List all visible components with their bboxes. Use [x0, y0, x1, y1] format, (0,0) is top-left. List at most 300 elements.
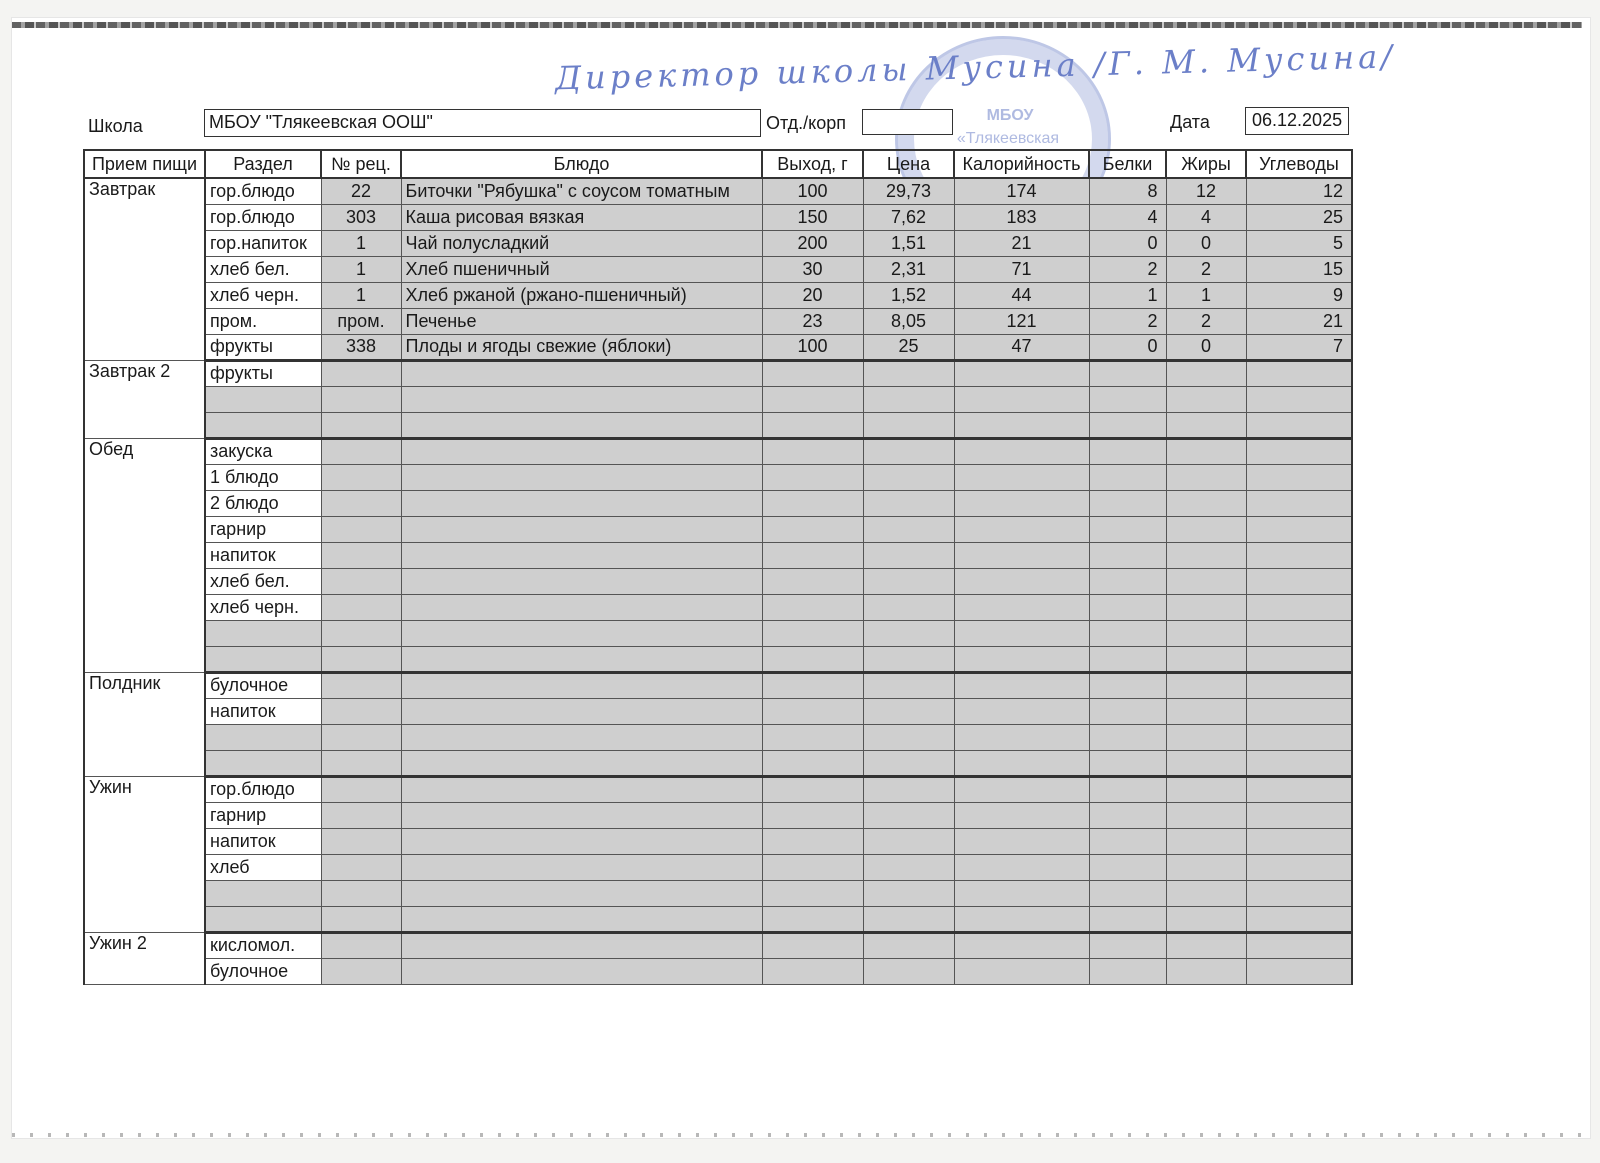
- col-header-recipe: № рец.: [321, 150, 401, 178]
- fat-cell: [1166, 438, 1246, 464]
- price-cell: 25: [863, 334, 954, 360]
- dish-cell: [401, 698, 762, 724]
- stamp-subtitle: «Тлякеевская: [956, 130, 1060, 147]
- col-header-weight: Выход, г: [762, 150, 863, 178]
- protein-cell: [1089, 698, 1166, 724]
- weight-cell: [762, 828, 863, 854]
- table-row: [84, 438, 1352, 464]
- section-cell: хлеб: [205, 854, 321, 880]
- kcal-cell: 71: [954, 256, 1089, 282]
- section-cell: [205, 724, 321, 750]
- table-row: [84, 204, 1352, 230]
- table-row: [84, 568, 1352, 594]
- table-row: [84, 672, 1352, 698]
- weight-cell: [762, 854, 863, 880]
- kcal-cell: [954, 386, 1089, 412]
- price-cell: [863, 542, 954, 568]
- table-row: [84, 750, 1352, 776]
- meal-cell: Завтрак: [84, 178, 205, 360]
- weight-cell: [762, 490, 863, 516]
- section-cell: хлеб черн.: [205, 282, 321, 308]
- carbs-cell: [1246, 594, 1352, 620]
- fat-cell: [1166, 724, 1246, 750]
- school-field[interactable]: МБОУ "Тлякеевская ООШ": [204, 109, 761, 137]
- weight-cell: [762, 594, 863, 620]
- table-row: [84, 828, 1352, 854]
- meal-cell: Ужин 2: [84, 932, 205, 984]
- recipe-cell: [321, 412, 401, 438]
- section-cell: [205, 880, 321, 906]
- price-cell: 8,05: [863, 308, 954, 334]
- recipe-cell: [321, 932, 401, 958]
- col-header-dish: Блюдо: [401, 150, 762, 178]
- section-cell: закуска: [205, 438, 321, 464]
- dish-cell: [401, 386, 762, 412]
- weight-cell: 200: [762, 230, 863, 256]
- recipe-cell: [321, 568, 401, 594]
- protein-cell: [1089, 438, 1166, 464]
- weight-cell: [762, 438, 863, 464]
- section-cell: фрукты: [205, 360, 321, 386]
- section-cell: гор.блюдо: [205, 776, 321, 802]
- recipe-cell: [321, 750, 401, 776]
- carbs-cell: 21: [1246, 308, 1352, 334]
- recipe-cell: [321, 360, 401, 386]
- col-header-kcal: Калорийность: [954, 150, 1089, 178]
- recipe-cell: [321, 594, 401, 620]
- protein-cell: 0: [1089, 334, 1166, 360]
- price-cell: [863, 698, 954, 724]
- recipe-cell: [321, 646, 401, 672]
- carbs-cell: [1246, 802, 1352, 828]
- section-cell: [205, 386, 321, 412]
- price-cell: [863, 880, 954, 906]
- protein-cell: [1089, 360, 1166, 386]
- weight-cell: 150: [762, 204, 863, 230]
- section-cell: [205, 620, 321, 646]
- recipe-cell: [321, 776, 401, 802]
- kcal-cell: 183: [954, 204, 1089, 230]
- stamp-title: МБОУ: [986, 107, 1034, 124]
- weight-cell: 23: [762, 308, 863, 334]
- carbs-cell: 25: [1246, 204, 1352, 230]
- table-row: [84, 308, 1352, 334]
- recipe-cell: [321, 386, 401, 412]
- recipe-cell: [321, 958, 401, 984]
- kcal-cell: 174: [954, 178, 1089, 204]
- dish-cell: [401, 802, 762, 828]
- recipe-cell: [321, 620, 401, 646]
- section-cell: хлеб черн.: [205, 594, 321, 620]
- fat-cell: [1166, 932, 1246, 958]
- price-cell: [863, 724, 954, 750]
- weight-cell: [762, 672, 863, 698]
- recipe-cell: [321, 854, 401, 880]
- table-row: [84, 178, 1352, 204]
- fat-cell: [1166, 880, 1246, 906]
- protein-cell: [1089, 412, 1166, 438]
- carbs-cell: [1246, 932, 1352, 958]
- table-row: [84, 646, 1352, 672]
- fat-cell: [1166, 802, 1246, 828]
- col-header-meal: Прием пищи: [84, 150, 205, 178]
- carbs-cell: [1246, 698, 1352, 724]
- protein-cell: [1089, 542, 1166, 568]
- protein-cell: 8: [1089, 178, 1166, 204]
- recipe-cell: 22: [321, 178, 401, 204]
- section-cell: гарнир: [205, 802, 321, 828]
- fat-cell: [1166, 854, 1246, 880]
- fat-cell: [1166, 516, 1246, 542]
- carbs-cell: [1246, 360, 1352, 386]
- fat-cell: [1166, 594, 1246, 620]
- protein-cell: [1089, 594, 1166, 620]
- table-row: [84, 880, 1352, 906]
- date-label: Дата: [1170, 112, 1210, 132]
- dish-cell: [401, 724, 762, 750]
- section-cell: хлеб бел.: [205, 256, 321, 282]
- table-row: [84, 932, 1352, 958]
- dish-cell: [401, 854, 762, 880]
- weight-cell: [762, 464, 863, 490]
- dish-cell: [401, 438, 762, 464]
- kcal-cell: [954, 568, 1089, 594]
- meal-cell: Полдник: [84, 672, 205, 776]
- kcal-cell: [954, 750, 1089, 776]
- price-cell: 2,31: [863, 256, 954, 282]
- price-cell: [863, 464, 954, 490]
- recipe-cell: 338: [321, 334, 401, 360]
- kcal-cell: [954, 724, 1089, 750]
- carbs-cell: 7: [1246, 334, 1352, 360]
- kcal-cell: [954, 802, 1089, 828]
- price-cell: 7,62: [863, 204, 954, 230]
- protein-cell: [1089, 620, 1166, 646]
- fat-cell: 2: [1166, 256, 1246, 282]
- section-cell: [205, 646, 321, 672]
- carbs-cell: [1246, 724, 1352, 750]
- fat-cell: [1166, 464, 1246, 490]
- kcal-cell: 47: [954, 334, 1089, 360]
- price-cell: [863, 932, 954, 958]
- weight-cell: [762, 776, 863, 802]
- recipe-cell: [321, 672, 401, 698]
- section-cell: напиток: [205, 542, 321, 568]
- protein-cell: [1089, 750, 1166, 776]
- section-cell: 2 блюдо: [205, 490, 321, 516]
- recipe-cell: [321, 880, 401, 906]
- carbs-cell: [1246, 412, 1352, 438]
- kcal-cell: [954, 776, 1089, 802]
- price-cell: [863, 412, 954, 438]
- weight-cell: [762, 516, 863, 542]
- price-cell: [863, 594, 954, 620]
- carbs-cell: [1246, 906, 1352, 932]
- price-cell: [863, 620, 954, 646]
- fat-cell: [1166, 906, 1246, 932]
- section-cell: гарнир: [205, 516, 321, 542]
- meal-cell: Завтрак 2: [84, 360, 205, 438]
- carbs-cell: [1246, 958, 1352, 984]
- dish-cell: [401, 672, 762, 698]
- dish-cell: [401, 958, 762, 984]
- carbs-cell: 12: [1246, 178, 1352, 204]
- fat-cell: [1166, 412, 1246, 438]
- protein-cell: [1089, 880, 1166, 906]
- fat-cell: 12: [1166, 178, 1246, 204]
- fat-cell: 0: [1166, 334, 1246, 360]
- protein-cell: 1: [1089, 282, 1166, 308]
- section-cell: гор.блюдо: [205, 178, 321, 204]
- protein-cell: [1089, 464, 1166, 490]
- dish-cell: [401, 568, 762, 594]
- kcal-cell: [954, 464, 1089, 490]
- recipe-cell: [321, 438, 401, 464]
- recipe-cell: [321, 698, 401, 724]
- price-cell: [863, 386, 954, 412]
- table-row: [84, 516, 1352, 542]
- fat-cell: [1166, 698, 1246, 724]
- carbs-cell: [1246, 776, 1352, 802]
- section-cell: пром.: [205, 308, 321, 334]
- dish-cell: Биточки "Рябушка" с соусом томатным: [401, 178, 762, 204]
- weight-cell: 100: [762, 334, 863, 360]
- dish-cell: Каша рисовая вязкая: [401, 204, 762, 230]
- carbs-cell: 5: [1246, 230, 1352, 256]
- kcal-cell: 121: [954, 308, 1089, 334]
- fat-cell: [1166, 360, 1246, 386]
- dish-cell: [401, 646, 762, 672]
- kcal-cell: [954, 646, 1089, 672]
- protein-cell: [1089, 776, 1166, 802]
- section-cell: кисломол.: [205, 932, 321, 958]
- table-row: [84, 542, 1352, 568]
- weight-cell: [762, 646, 863, 672]
- protein-cell: [1089, 932, 1166, 958]
- col-header-price: Цена: [863, 150, 954, 178]
- protein-cell: [1089, 958, 1166, 984]
- director-signature: Директор школы Мусина /Г. М. Мусина/: [554, 37, 1397, 98]
- table-row: [84, 620, 1352, 646]
- table-row: [84, 906, 1352, 932]
- recipe-cell: 303: [321, 204, 401, 230]
- kcal-cell: [954, 412, 1089, 438]
- section-cell: гор.напиток: [205, 230, 321, 256]
- dish-cell: [401, 464, 762, 490]
- table-row: [84, 360, 1352, 386]
- protein-cell: 2: [1089, 256, 1166, 282]
- dish-cell: [401, 750, 762, 776]
- weight-cell: [762, 412, 863, 438]
- fat-cell: [1166, 620, 1246, 646]
- scan-bottom-edge: [12, 1133, 1582, 1137]
- col-header-protein: Белки: [1089, 150, 1166, 178]
- table-row: [84, 724, 1352, 750]
- section-cell: [205, 906, 321, 932]
- kcal-cell: [954, 932, 1089, 958]
- protein-cell: [1089, 854, 1166, 880]
- table-row: [84, 256, 1352, 282]
- fat-cell: [1166, 776, 1246, 802]
- branch-field[interactable]: [862, 109, 953, 135]
- carbs-cell: [1246, 542, 1352, 568]
- carbs-cell: [1246, 438, 1352, 464]
- table-row: [84, 594, 1352, 620]
- recipe-cell: [321, 828, 401, 854]
- section-cell: [205, 750, 321, 776]
- col-header-section: Раздел: [205, 150, 321, 178]
- fat-cell: [1166, 386, 1246, 412]
- recipe-cell: пром.: [321, 308, 401, 334]
- dish-cell: [401, 932, 762, 958]
- price-cell: [863, 568, 954, 594]
- carbs-cell: [1246, 620, 1352, 646]
- carbs-cell: [1246, 386, 1352, 412]
- protein-cell: [1089, 672, 1166, 698]
- carbs-cell: 9: [1246, 282, 1352, 308]
- table-row: [84, 334, 1352, 360]
- weight-cell: [762, 386, 863, 412]
- fat-cell: 4: [1166, 204, 1246, 230]
- meal-cell: Обед: [84, 438, 205, 672]
- weight-cell: [762, 568, 863, 594]
- price-cell: 29,73: [863, 178, 954, 204]
- protein-cell: [1089, 906, 1166, 932]
- weight-cell: [762, 802, 863, 828]
- recipe-cell: [321, 906, 401, 932]
- section-cell: фрукты: [205, 334, 321, 360]
- protein-cell: 4: [1089, 204, 1166, 230]
- price-cell: [863, 906, 954, 932]
- price-cell: 1,52: [863, 282, 954, 308]
- dish-cell: [401, 594, 762, 620]
- date-field[interactable]: 06.12.2025: [1245, 107, 1349, 135]
- recipe-cell: [321, 542, 401, 568]
- dish-cell: [401, 360, 762, 386]
- table-row: [84, 230, 1352, 256]
- recipe-cell: [321, 802, 401, 828]
- carbs-cell: [1246, 516, 1352, 542]
- kcal-cell: [954, 854, 1089, 880]
- section-cell: булочное: [205, 958, 321, 984]
- price-cell: [863, 516, 954, 542]
- price-cell: [863, 776, 954, 802]
- meal-cell: Ужин: [84, 776, 205, 932]
- protein-cell: [1089, 386, 1166, 412]
- kcal-cell: [954, 880, 1089, 906]
- protein-cell: 0: [1089, 230, 1166, 256]
- dish-cell: [401, 542, 762, 568]
- kcal-cell: [954, 828, 1089, 854]
- kcal-cell: [954, 958, 1089, 984]
- fat-cell: [1166, 646, 1246, 672]
- weight-cell: [762, 360, 863, 386]
- weight-cell: [762, 880, 863, 906]
- weight-cell: [762, 932, 863, 958]
- table-row: [84, 698, 1352, 724]
- table-row: [84, 490, 1352, 516]
- protein-cell: [1089, 490, 1166, 516]
- kcal-cell: 44: [954, 282, 1089, 308]
- school-label: Школа: [88, 116, 143, 136]
- weight-cell: 30: [762, 256, 863, 282]
- dish-cell: Хлеб пшеничный: [401, 256, 762, 282]
- kcal-cell: [954, 438, 1089, 464]
- price-cell: [863, 360, 954, 386]
- price-cell: [863, 646, 954, 672]
- price-cell: [863, 438, 954, 464]
- table-header-row: [84, 150, 1352, 178]
- branch-label: Отд./корп: [766, 113, 846, 133]
- kcal-cell: [954, 360, 1089, 386]
- kcal-cell: [954, 542, 1089, 568]
- weight-cell: [762, 724, 863, 750]
- recipe-cell: 1: [321, 282, 401, 308]
- fat-cell: [1166, 568, 1246, 594]
- kcal-cell: [954, 698, 1089, 724]
- price-cell: [863, 828, 954, 854]
- carbs-cell: [1246, 646, 1352, 672]
- kcal-cell: [954, 594, 1089, 620]
- price-cell: [863, 750, 954, 776]
- fat-cell: [1166, 828, 1246, 854]
- carbs-cell: [1246, 490, 1352, 516]
- section-cell: [205, 412, 321, 438]
- protein-cell: [1089, 646, 1166, 672]
- table-row: [84, 282, 1352, 308]
- table-row: [84, 958, 1352, 984]
- table-row: [84, 412, 1352, 438]
- carbs-cell: [1246, 750, 1352, 776]
- price-cell: [863, 802, 954, 828]
- price-cell: [863, 672, 954, 698]
- section-cell: 1 блюдо: [205, 464, 321, 490]
- fat-cell: [1166, 490, 1246, 516]
- recipe-cell: [321, 464, 401, 490]
- col-header-carbs: Углеводы: [1246, 150, 1352, 178]
- kcal-cell: [954, 620, 1089, 646]
- protein-cell: [1089, 516, 1166, 542]
- weight-cell: [762, 750, 863, 776]
- recipe-cell: 1: [321, 230, 401, 256]
- dish-cell: [401, 828, 762, 854]
- fat-cell: [1166, 672, 1246, 698]
- carbs-cell: 15: [1246, 256, 1352, 282]
- kcal-cell: [954, 516, 1089, 542]
- section-cell: гор.блюдо: [205, 204, 321, 230]
- weight-cell: [762, 958, 863, 984]
- weight-cell: [762, 698, 863, 724]
- price-cell: [863, 958, 954, 984]
- fat-cell: [1166, 750, 1246, 776]
- carbs-cell: [1246, 672, 1352, 698]
- kcal-cell: [954, 672, 1089, 698]
- scan-top-edge: [12, 22, 1582, 28]
- dish-cell: Хлеб ржаной (ржано-пшеничный): [401, 282, 762, 308]
- fat-cell: [1166, 542, 1246, 568]
- weight-cell: [762, 906, 863, 932]
- price-cell: [863, 490, 954, 516]
- section-cell: хлеб бел.: [205, 568, 321, 594]
- table-row: [84, 464, 1352, 490]
- dish-cell: [401, 490, 762, 516]
- protein-cell: 2: [1089, 308, 1166, 334]
- price-cell: 1,51: [863, 230, 954, 256]
- protein-cell: [1089, 828, 1166, 854]
- fat-cell: [1166, 958, 1246, 984]
- dish-cell: Чай полусладкий: [401, 230, 762, 256]
- section-cell: напиток: [205, 828, 321, 854]
